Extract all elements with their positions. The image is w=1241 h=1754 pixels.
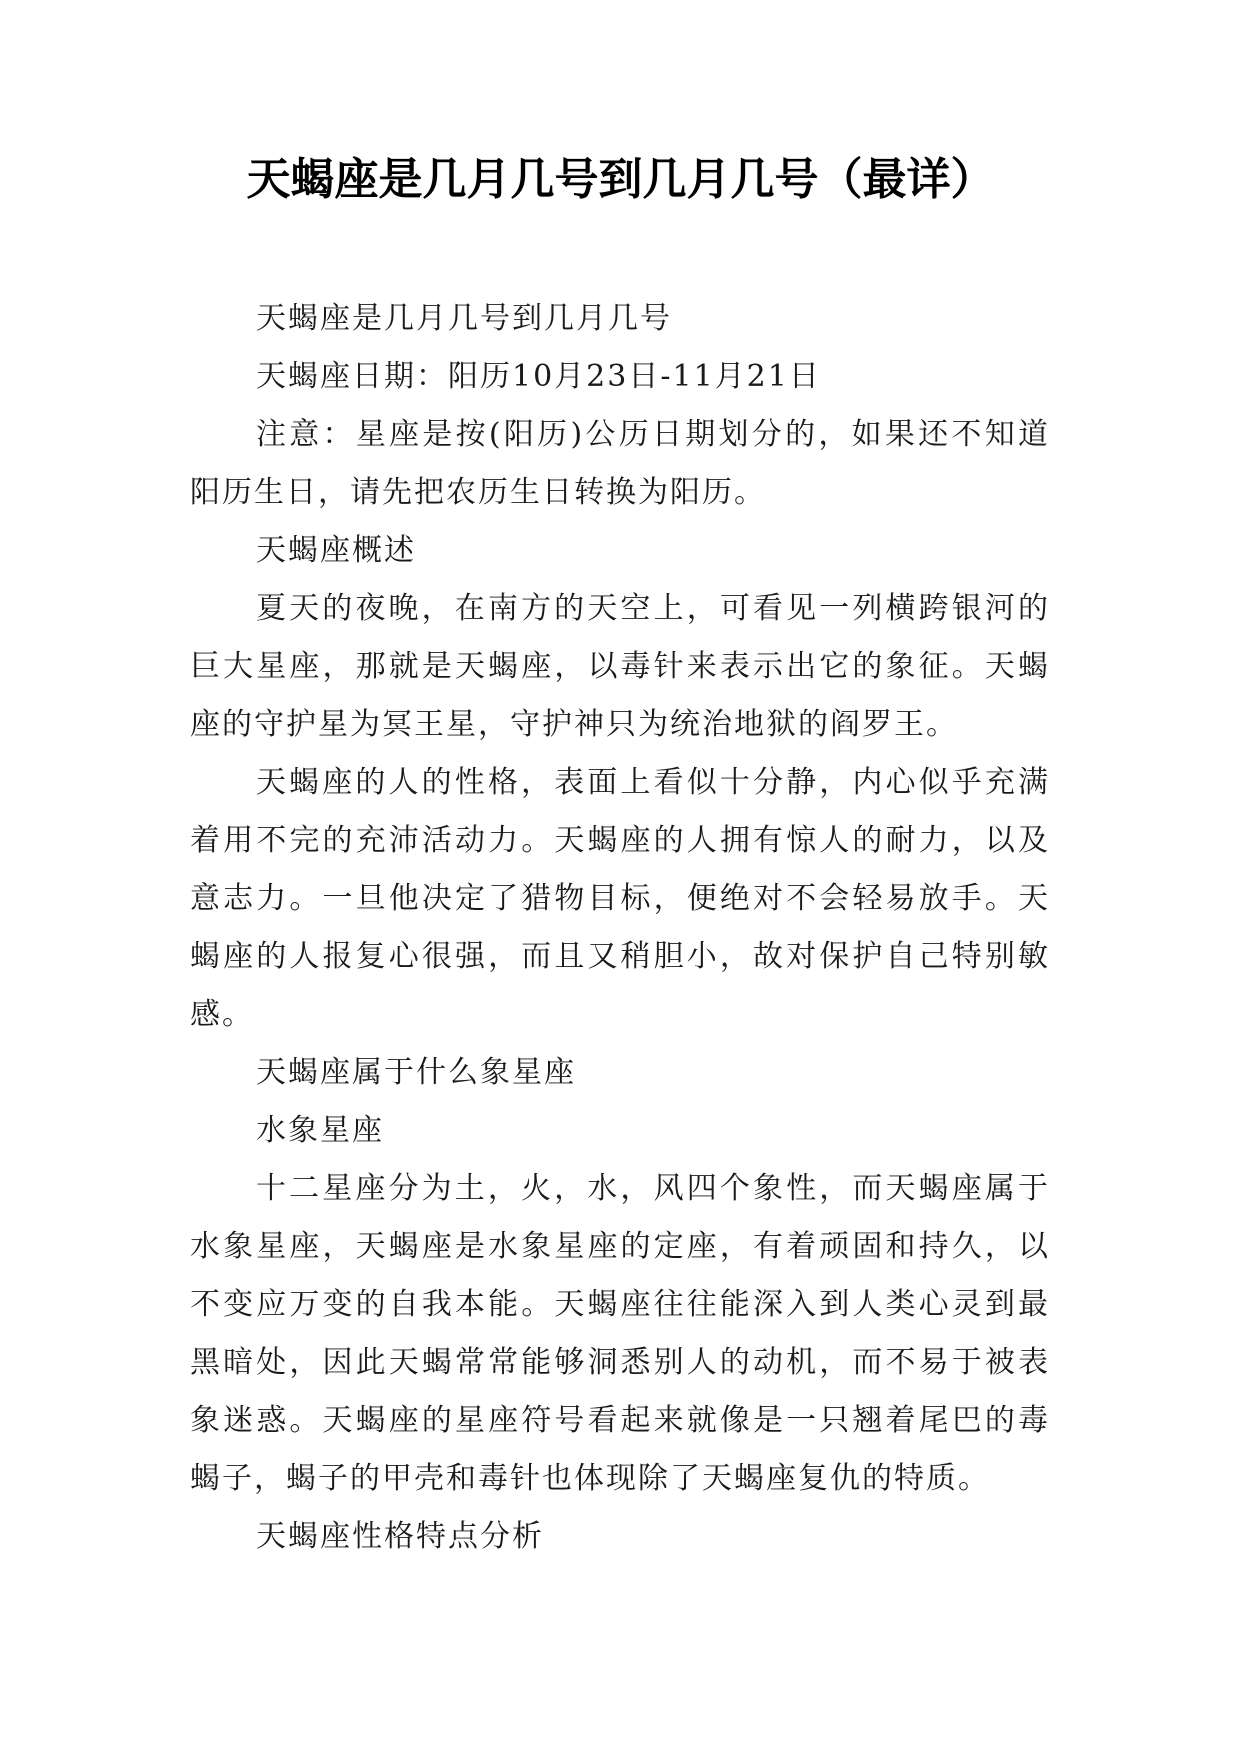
section-heading-element: 天蝎座属于什么象星座	[256, 1055, 576, 1090]
paragraph-element-detail: 十二星座分为土，火，水，风四个象性，而天蝎座属于水象星座，天蝎座是水象星座的定座，有着顽固和持久，以不变应万变的自我本能。天蝎座往往能深入到人类心灵到最黑暗处，因此天蝎常常能够洞悉别人的动机，而不易于被表象迷惑。天蝎座的星座符号看起来就像是一只翘着尾巴的毒蝎子，蝎子的甲壳和毒针也体现除了天蝎座复仇的特质。	[190, 1171, 1050, 1496]
section-heading-traits: 天蝎座性格特点分析	[256, 1519, 544, 1554]
document-title: 天蝎座是几月几号到几月几号（最详）	[246, 154, 995, 205]
paragraph-subtitle: 天蝎座是几月几号到几月几号	[256, 301, 672, 336]
paragraph-note: 注意：星座是按(阳历)公历日期划分的，如果还不知道阳历生日，请先把农历生日转换为阳历。	[190, 417, 1050, 510]
paragraph-overview: 夏天的夜晚，在南方的天空上，可看见一列横跨银河的巨大星座，那就是天蝎座，以毒针来表示出它的象征。天蝎座的守护星为冥王星，守护神只为统治地狱的阎罗王。	[190, 591, 1050, 742]
document-body	[190, 290, 1050, 1566]
section-heading-overview: 天蝎座概述	[256, 533, 416, 568]
paragraph-personality: 天蝎座的人的性格，表面上看似十分静，内心似乎充满着用不完的充沛活动力。天蝎座的人拥有惊人的耐力，以及意志力。一旦他决定了猎物目标，便绝对不会轻易放手。天蝎座的人报复心很强，而且又稍胆小，故对保护自己特别敏感。	[190, 765, 1050, 1032]
paragraph-dates: 天蝎座日期：阳历10月23日-11月21日	[256, 359, 821, 394]
paragraph-element-answer: 水象星座	[256, 1113, 384, 1148]
